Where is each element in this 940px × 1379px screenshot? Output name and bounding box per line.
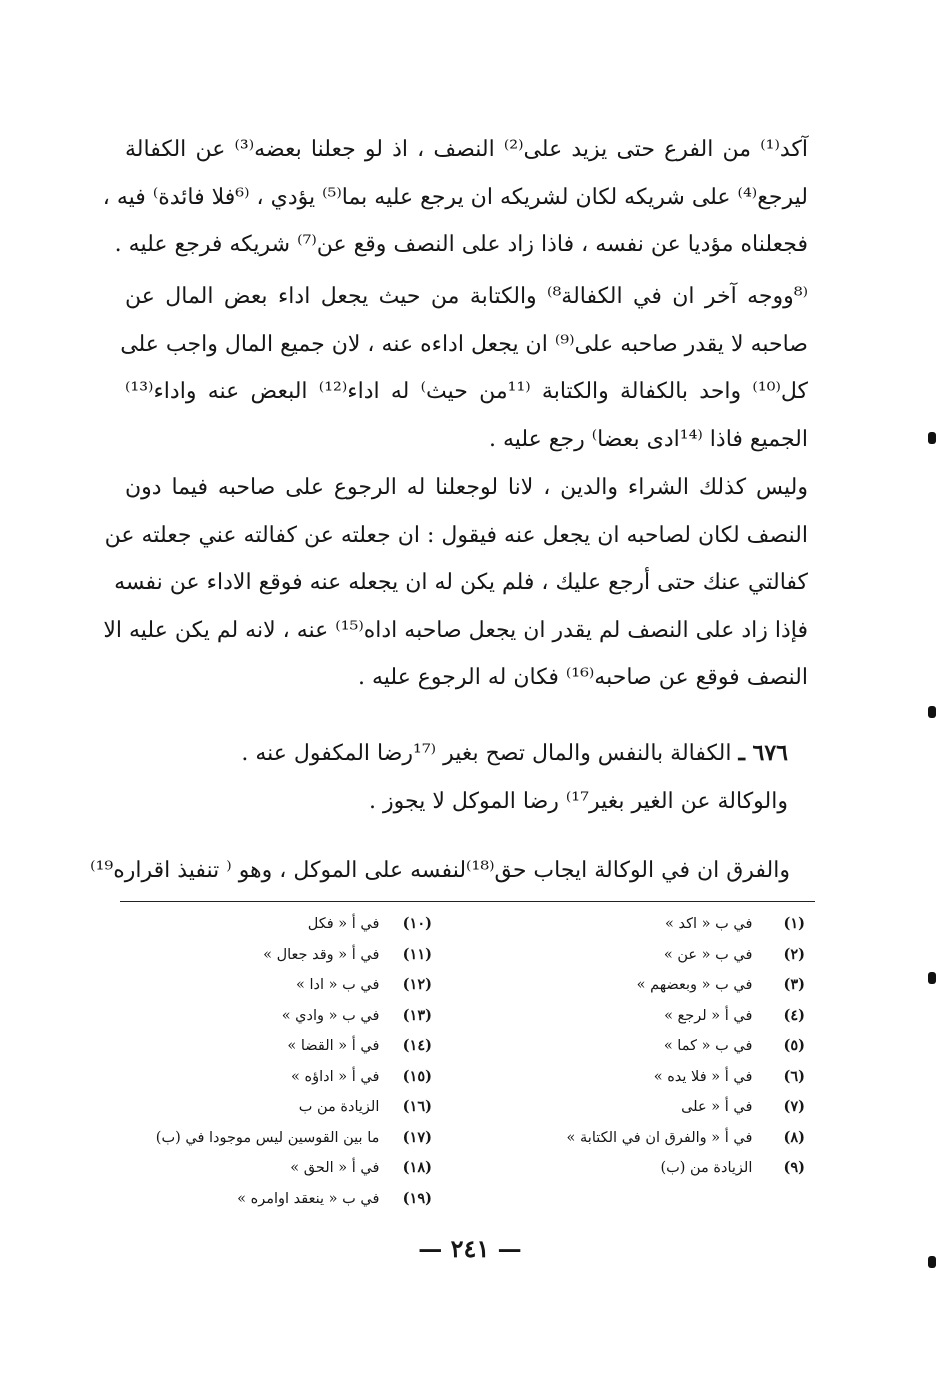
footnote-number: (١٩) (402, 1189, 432, 1207)
footnote-number: (١٠) (402, 915, 432, 932)
footnote-divider (120, 901, 815, 902)
footnote-number: (١٦) (402, 1098, 432, 1115)
footnote-text: في أ « الحق » (290, 1160, 380, 1176)
entry-676 (150, 729, 788, 826)
scan-edge-mark (928, 706, 936, 718)
paragraph-1 (102, 126, 808, 269)
footnote-number: (١١) (402, 945, 432, 963)
footnote-text: في ب « عن » (663, 946, 753, 963)
footnote-text: في ب « وبعضهم » (636, 977, 753, 993)
entry-text: الكفالة بالنفس والمال تصح بغير ⁽¹⁷رضا المكفول عنه . (241, 741, 739, 766)
footnote-text: في أ « فلا يده » (653, 1068, 753, 1085)
footnote (480, 970, 805, 1001)
footnote-text: الزيادة من ب (298, 1099, 380, 1115)
footnote-text: في ب « كما » (663, 1038, 753, 1054)
footnote (480, 1123, 805, 1154)
footnote-text: الزيادة من (ب) (660, 1160, 753, 1176)
paragraph-line: النصف لكان لصاحبه ان يجعل عنه فيقول : ان جعلته عن كفالته عني جعلته عن (104, 522, 808, 548)
footnote-number: (١٥) (402, 1067, 432, 1085)
footnote (480, 1092, 805, 1123)
paragraph-line: آكد⁽¹⁾ من الفرع حتى يزيد على⁽²⁾ النصف ، اذ لو جعلنا بعضه⁽³⁾ عن الكفالة (125, 137, 808, 162)
footnote (112, 1153, 432, 1184)
footnote (480, 1001, 805, 1032)
footnote-number: (٣) (783, 976, 805, 993)
footnote (112, 1031, 432, 1062)
footnote (112, 1123, 432, 1154)
footnote-text: في ب « ادا » (296, 977, 380, 993)
footnote-number: (١٣) (402, 1006, 432, 1024)
footnote (112, 940, 432, 971)
footnote-number: (١٧) (402, 1128, 432, 1146)
paragraph-line: كل⁽¹⁰⁾ واحد بالكفالة والكتابة ⁽¹¹من حيث⁾ له اداء⁽¹²⁾ البعض عنه واداء⁽¹³⁾ (125, 379, 808, 404)
footnote-text: في ب « وادي » (281, 1007, 380, 1024)
footnote (112, 909, 432, 940)
footnote-number: (١٨) (402, 1159, 432, 1176)
footnote-number: (٢) (783, 945, 805, 963)
footnote-number: (٤) (783, 1006, 805, 1024)
footnote-text: في أ « القضا » (287, 1038, 380, 1054)
footnote-number: (١) (783, 915, 805, 932)
entry-line-2: والوكالة عن الغير بغير¹⁷⁾ رضا الموكل لا يجوز . (369, 789, 788, 814)
footnote (480, 1062, 805, 1093)
footnote-number: (٧) (783, 1098, 805, 1115)
footnote-number: (٥) (783, 1037, 805, 1054)
footnote-text: في أ « وقد جعال » (263, 946, 380, 963)
footnote-text: في أ « والفرق ان في الكتابة » (566, 1129, 753, 1146)
paragraph-line: الجميع فاذا ⁽¹⁴ادى بعضا⁾ رجع عليه . (488, 426, 808, 452)
footnote (112, 970, 432, 1001)
entry-line-1 (150, 729, 788, 778)
footnote (480, 1031, 805, 1062)
scan-edge-mark (928, 1256, 936, 1268)
scan-edge-mark (928, 972, 936, 984)
paragraph-line: كفالتي عنك حتى أرجع عليك ، فلم يكن له ان يجعله عنه فوقع الاداء عن نفسه (114, 570, 808, 595)
scan-edge-mark (928, 432, 936, 444)
paragraph-line: فجعلناه مؤديا عن نفسه ، فاذا زاد على النصف وقع عن⁽⁷⁾ شريكه فرجع عليه . (114, 232, 808, 257)
footnote-text: في أ « لرجع » (664, 1007, 753, 1024)
footnotes-right-column (480, 909, 805, 1184)
footnote-text: ما بين القوسين ليس موجودا في (ب) (155, 1129, 380, 1146)
footnote-text: في ب « ينعقد اوامره » (237, 1190, 380, 1207)
footnote (112, 1092, 432, 1123)
footnote (480, 940, 805, 971)
entry-number: ٦٧٦ ـ (738, 740, 788, 766)
footnote (112, 1184, 432, 1215)
page-number: — ٢٤١ — (418, 1234, 522, 1263)
footnote (112, 1062, 432, 1093)
paragraph-line: فإذا زاد على النصف لم يقدر ان يجعل صاحبه اداه⁽¹⁵⁾ عنه ، لانه لم يكن عليه الا (103, 617, 808, 643)
footnote-text: في ب « اكد » (665, 916, 753, 932)
footnote-text: في أ « فكل (307, 916, 380, 932)
footnote-text: في أ « اداؤه » (291, 1068, 380, 1085)
footnote-number: (٨) (783, 1128, 805, 1146)
footnote-number: (١٤) (402, 1037, 432, 1054)
paragraph-3 (103, 464, 808, 702)
footnote (480, 909, 805, 940)
footnote-text: في أ « على (681, 1099, 753, 1115)
footnote (480, 1153, 805, 1184)
footnotes-left-column (112, 909, 432, 1214)
paragraph-line: وليس كذلك الشراء والدين ، لانا لوجعلنا له الرجوع على صاحبه فيما دون (125, 475, 808, 500)
footnote-number: (٦) (783, 1067, 805, 1085)
footnote-number: (٩) (783, 1159, 805, 1176)
paragraph-line: النصف فوقع عن صاحبه⁽¹⁶⁾ فكان له الرجوع عليه . (357, 665, 808, 690)
paragraph-line: صاحبه لا يقدر صاحبه على⁽⁹⁾ ان يجعل اداءه عنه ، لان جميع المال واجب على (120, 331, 808, 357)
continuation-line: والفرق ان في الوكالة ايجاب حق⁽¹⁸⁾لنفسه على الموكل ، وهو ⁽ تنفيذ اقراره¹⁹⁾ (90, 858, 790, 883)
paragraph-2 (120, 273, 808, 463)
footnote (112, 1001, 432, 1032)
paragraph-line: ليرجع⁽⁴⁾ على شريكه لكان لشريكه ان يرجع عليه بما⁽⁵⁾ يؤدي ، ⁽⁶فلا فائدة⁾ فيه ، (102, 184, 808, 210)
footnote-number: (١٢) (402, 976, 432, 993)
paragraph-line: ⁽⁸ووجه آخر ان في الكفالة⁸⁾ والكتابة من حيث يجعل اداء بعض المال عن (125, 284, 808, 309)
